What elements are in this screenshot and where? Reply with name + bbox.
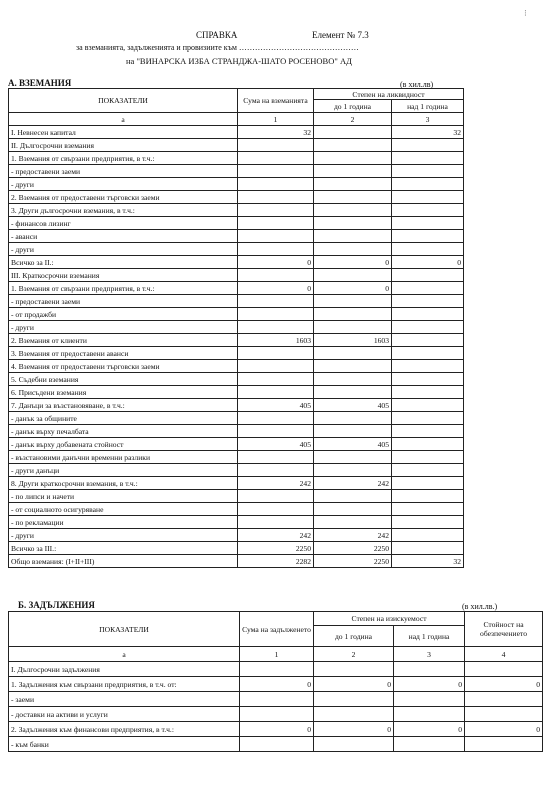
table-row — [9, 360, 464, 373]
table-row — [9, 243, 464, 256]
table-row — [9, 347, 464, 360]
value-cell — [392, 503, 464, 516]
value-cell — [392, 516, 464, 529]
table-row — [9, 386, 464, 399]
index-cell: 1 — [238, 113, 314, 126]
table-row — [9, 438, 464, 451]
value-cell — [238, 360, 314, 373]
row-label: 5. Съдебни вземания — [9, 373, 238, 386]
value-cell — [392, 412, 464, 425]
value-cell — [238, 412, 314, 425]
table-row — [9, 542, 464, 555]
value-cell: 242 — [238, 529, 314, 542]
value-cell — [314, 412, 392, 425]
row-label: I. Дългосрочни задължения — [9, 662, 240, 677]
value-cell: 0 — [240, 677, 314, 692]
value-cell — [238, 425, 314, 438]
index-cell: а — [9, 113, 238, 126]
scan-edge-mark: ⁝ — [524, 8, 527, 18]
value-cell — [394, 662, 465, 677]
table-row — [9, 165, 464, 178]
table-row — [9, 204, 464, 217]
row-label: - финансов лизинг — [9, 217, 238, 230]
document-subtitle: за вземанията, задълженията и провизиите към ……………………………………… — [76, 43, 359, 52]
value-cell — [392, 425, 464, 438]
value-cell: 242 — [314, 477, 392, 490]
value-cell — [392, 399, 464, 412]
value-cell — [392, 542, 464, 555]
value-cell — [392, 308, 464, 321]
section-a-units: (в хил.лв) — [400, 80, 434, 89]
value-cell — [392, 347, 464, 360]
value-cell — [314, 516, 392, 529]
value-cell — [238, 347, 314, 360]
value-cell — [238, 321, 314, 334]
value-cell: 405 — [238, 438, 314, 451]
value-cell — [314, 295, 392, 308]
value-cell: 0 — [314, 722, 394, 737]
value-cell: 405 — [314, 438, 392, 451]
value-cell — [392, 321, 464, 334]
row-label: - заеми — [9, 692, 240, 707]
table-row — [9, 256, 464, 269]
row-label: - предоставени заеми — [9, 165, 238, 178]
value-cell — [465, 737, 543, 752]
value-cell — [394, 692, 465, 707]
row-label: 1. Задължения към свързани предприятия, в т.ч. от: — [9, 677, 240, 692]
index-cell: 3 — [392, 113, 464, 126]
header-sum: Сума на вземанията — [238, 89, 314, 113]
value-cell — [314, 451, 392, 464]
value-cell — [314, 243, 392, 256]
row-label: - данък за общините — [9, 412, 238, 425]
table-row — [9, 490, 464, 503]
value-cell — [238, 191, 314, 204]
table-row — [9, 662, 543, 677]
value-cell — [314, 490, 392, 503]
value-cell — [238, 139, 314, 152]
value-cell — [392, 217, 464, 230]
row-label: 2. Вземания от клиенти — [9, 334, 238, 347]
row-label: 3. Други дългосрочни вземания, в т.ч.: — [9, 204, 238, 217]
table-row — [9, 737, 543, 752]
index-cell: 4 — [465, 647, 543, 662]
table-row — [9, 425, 464, 438]
header-upto-1-year: до 1 година — [314, 626, 394, 647]
value-cell — [314, 503, 392, 516]
row-label: - от продажби — [9, 308, 238, 321]
value-cell: 2250 — [314, 555, 392, 568]
header-liquidity: Степен на ликвидност — [314, 89, 464, 100]
value-cell — [314, 191, 392, 204]
value-cell — [314, 692, 394, 707]
value-cell: 0 — [240, 722, 314, 737]
value-cell — [394, 707, 465, 722]
row-label: III. Краткосрочни вземания — [9, 269, 238, 282]
value-cell — [314, 737, 394, 752]
index-cell: 2 — [314, 113, 392, 126]
table-row — [9, 334, 464, 347]
header-maturity: Степен на изискуемост — [314, 612, 465, 626]
value-cell: 2250 — [314, 542, 392, 555]
value-cell: 242 — [314, 529, 392, 542]
value-cell: 2282 — [238, 555, 314, 568]
row-label: - данък върху добавената стойност — [9, 438, 238, 451]
value-cell: 32 — [392, 555, 464, 568]
table-row — [9, 321, 464, 334]
value-cell — [240, 707, 314, 722]
header-upto-1-year: до 1 година — [314, 100, 392, 113]
table-row — [9, 451, 464, 464]
value-cell — [392, 295, 464, 308]
value-cell: 0 — [465, 677, 543, 692]
header-sum: Сума на задълженето — [240, 612, 314, 647]
value-cell: 0 — [238, 282, 314, 295]
value-cell — [238, 295, 314, 308]
value-cell — [314, 707, 394, 722]
document-title: СПРАВКА — [196, 30, 238, 40]
table-row — [9, 399, 464, 412]
value-cell — [314, 269, 392, 282]
value-cell: 0 — [238, 256, 314, 269]
table-row — [9, 677, 543, 692]
value-cell — [240, 662, 314, 677]
row-label: - по рекламации — [9, 516, 238, 529]
row-label: 1. Вземания от свързани предприятия, в т.ч.: — [9, 282, 238, 295]
value-cell — [392, 477, 464, 490]
index-cell: 3 — [394, 647, 465, 662]
value-cell — [392, 386, 464, 399]
table-row — [9, 692, 543, 707]
table-row — [9, 269, 464, 282]
value-cell: 0 — [314, 677, 394, 692]
value-cell: 32 — [392, 126, 464, 139]
value-cell — [238, 165, 314, 178]
value-cell — [314, 360, 392, 373]
value-cell — [238, 217, 314, 230]
value-cell: 405 — [238, 399, 314, 412]
value-cell — [392, 451, 464, 464]
table-row — [9, 503, 464, 516]
row-label: - други данъци — [9, 464, 238, 477]
value-cell: 405 — [314, 399, 392, 412]
header-indicators: ПОКАЗАТЕЛИ — [9, 89, 238, 113]
row-label: - към банки — [9, 737, 240, 752]
value-cell — [238, 451, 314, 464]
row-label: Всичко за III.: — [9, 542, 238, 555]
value-cell — [465, 662, 543, 677]
value-cell: 1603 — [238, 334, 314, 347]
row-label: II. Дългосрочни вземания — [9, 139, 238, 152]
row-label: - по липси и начети — [9, 490, 238, 503]
value-cell — [465, 692, 543, 707]
value-cell — [238, 386, 314, 399]
table-row — [9, 126, 464, 139]
value-cell — [314, 152, 392, 165]
table-row — [9, 477, 464, 490]
value-cell — [314, 373, 392, 386]
value-cell — [392, 373, 464, 386]
index-cell: 2 — [314, 647, 394, 662]
value-cell — [392, 438, 464, 451]
row-label: 6. Присъдени вземания — [9, 386, 238, 399]
table-row — [9, 529, 464, 542]
value-cell: 0 — [394, 722, 465, 737]
table-row — [9, 295, 464, 308]
value-cell — [238, 178, 314, 191]
liabilities-table — [8, 611, 543, 752]
value-cell — [392, 334, 464, 347]
table-row — [9, 464, 464, 477]
table-row — [9, 178, 464, 191]
value-cell — [238, 308, 314, 321]
row-label: - други — [9, 321, 238, 334]
value-cell: 0 — [392, 256, 464, 269]
index-cell: а — [9, 647, 240, 662]
row-label: - други — [9, 529, 238, 542]
table-row — [9, 555, 464, 568]
receivables-rows — [9, 126, 464, 568]
row-label: - предоставени заеми — [9, 295, 238, 308]
value-cell: 1603 — [314, 334, 392, 347]
value-cell: 32 — [238, 126, 314, 139]
value-cell — [392, 152, 464, 165]
table-row — [9, 152, 464, 165]
header-indicators: ПОКАЗАТЕЛИ — [9, 612, 240, 647]
value-cell: 242 — [238, 477, 314, 490]
table-row — [9, 373, 464, 386]
value-cell — [392, 360, 464, 373]
value-cell: 0 — [314, 256, 392, 269]
value-cell — [392, 204, 464, 217]
value-cell: 0 — [394, 677, 465, 692]
value-cell — [392, 282, 464, 295]
value-cell — [392, 165, 464, 178]
row-label: 7. Данъци за възстановяване, в т.ч.: — [9, 399, 238, 412]
value-cell — [314, 178, 392, 191]
table-row — [9, 308, 464, 321]
value-cell: 2250 — [238, 542, 314, 555]
header-collateral: Стойност на обезпечението — [465, 612, 543, 647]
value-cell — [392, 178, 464, 191]
value-cell — [392, 464, 464, 477]
value-cell — [314, 204, 392, 217]
value-cell — [238, 373, 314, 386]
value-cell — [240, 737, 314, 752]
value-cell — [314, 464, 392, 477]
section-a-title: А. ВЗЕМАНИЯ — [8, 78, 72, 88]
row-label: - от социалното осигуряване — [9, 503, 238, 516]
value-cell — [314, 139, 392, 152]
table-row — [9, 516, 464, 529]
value-cell — [314, 230, 392, 243]
row-label: 2. Вземания от предоставени търговски заеми — [9, 191, 238, 204]
receivables-table — [8, 88, 464, 568]
value-cell — [392, 490, 464, 503]
value-cell — [314, 308, 392, 321]
value-cell — [392, 529, 464, 542]
value-cell — [238, 204, 314, 217]
header-over-1-year: над 1 година — [394, 626, 465, 647]
section-b-units: (в хил.лв.) — [462, 602, 498, 611]
table-row — [9, 412, 464, 425]
row-label: - възстановими данъчни временни разлики — [9, 451, 238, 464]
row-label: 3. Вземания от предоставени аванси — [9, 347, 238, 360]
value-cell — [392, 269, 464, 282]
value-cell — [238, 503, 314, 516]
value-cell — [314, 165, 392, 178]
value-cell — [238, 464, 314, 477]
value-cell — [392, 243, 464, 256]
value-cell — [314, 425, 392, 438]
table-row — [9, 282, 464, 295]
value-cell — [238, 152, 314, 165]
value-cell — [314, 347, 392, 360]
table-row — [9, 217, 464, 230]
row-label: Всичко за II.: — [9, 256, 238, 269]
table-row — [9, 707, 543, 722]
company-name: на "ВИНАРСКА ИЗБА СТРАНДЖА-ШАТО РОСЕНОВО" АД — [126, 56, 352, 66]
row-label: - други — [9, 243, 238, 256]
table-row — [9, 191, 464, 204]
value-cell — [238, 490, 314, 503]
row-label: 4. Вземания от предоставени търговски заеми — [9, 360, 238, 373]
value-cell — [314, 217, 392, 230]
value-cell — [238, 516, 314, 529]
value-cell — [392, 139, 464, 152]
value-cell — [314, 662, 394, 677]
table-row — [9, 722, 543, 737]
row-label: 2. Задължения към финансови предприятия, в т.ч.: — [9, 722, 240, 737]
row-label: 8. Други краткосрочни вземания, в т.ч.: — [9, 477, 238, 490]
index-cell: 1 — [240, 647, 314, 662]
value-cell — [238, 243, 314, 256]
value-cell — [314, 321, 392, 334]
row-label: 1. Вземания от свързани предприятия, в т.ч.: — [9, 152, 238, 165]
row-label: - други — [9, 178, 238, 191]
row-label: Общо вземания: (I+II+III) — [9, 555, 238, 568]
value-cell — [465, 707, 543, 722]
value-cell: 0 — [465, 722, 543, 737]
element-number: Елемент № 7.3 — [312, 30, 369, 40]
value-cell — [392, 230, 464, 243]
header-over-1-year: над 1 година — [392, 100, 464, 113]
value-cell — [392, 191, 464, 204]
value-cell: 0 — [314, 282, 392, 295]
value-cell — [238, 230, 314, 243]
value-cell — [240, 692, 314, 707]
table-row — [9, 230, 464, 243]
value-cell — [238, 269, 314, 282]
row-label: - доставки на активи и услуги — [9, 707, 240, 722]
table-row — [9, 139, 464, 152]
row-label: - данък върху печалбата — [9, 425, 238, 438]
value-cell — [314, 386, 392, 399]
value-cell — [314, 126, 392, 139]
liabilities-rows — [9, 662, 543, 752]
value-cell — [394, 737, 465, 752]
section-b-title: Б. ЗАДЪЛЖЕНИЯ — [18, 600, 95, 610]
row-label: - аванси — [9, 230, 238, 243]
row-label: I. Невнесен капитал — [9, 126, 238, 139]
